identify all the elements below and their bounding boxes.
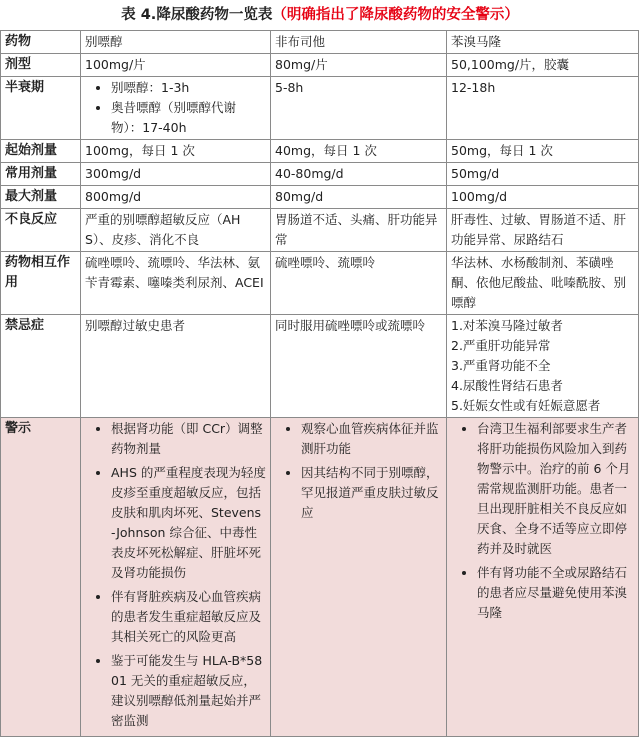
table-cell: 50mg/d [447, 163, 639, 186]
header-cell: 苯溴马隆 [447, 31, 639, 54]
list-item: • 别嘌醇：1-3h [111, 78, 266, 98]
list-item: 2.严重肝功能异常 [451, 338, 551, 353]
table-row-common-dose [1, 163, 639, 186]
table-cell [271, 418, 447, 737]
table-cell: 硫唑嘌呤、巯嘌呤 [271, 252, 447, 315]
table-cell: 50,100mg/片，胶囊 [447, 54, 639, 77]
list-item: 3.严重肾功能不全 [451, 358, 551, 373]
table-cell: 40-80mg/d [271, 163, 447, 186]
row-label: 起始剂量 [1, 140, 81, 163]
table-row-adverse [1, 209, 639, 252]
list-item: • AHS 的严重程度表现为轻度皮疹至重度超敏反应，包括皮肤和肌肉坏死、Stevens-Johnson 综合征、中毒性表皮坏死松解症、肝脏坏死及肾功能损伤 [111, 463, 266, 583]
table-cell: 40mg，每日 1 次 [271, 140, 447, 163]
list-item: • 伴有肾功能不全或尿路结石的患者应尽量避免使用苯溴马隆 [477, 563, 634, 623]
header-row [1, 31, 639, 54]
list-item: • 因其结构不同于别嘌醇，罕见报道严重皮肤过敏反应 [301, 463, 442, 523]
caption-highlight: （明确指出了降尿酸药物的安全警示） [272, 7, 519, 23]
table-cell: 800mg/d [81, 186, 271, 209]
row-label: 最大剂量 [1, 186, 81, 209]
table-cell: 华法林、水杨酸制剂、苯磺唑酮、依他尼酸盐、吡嗪酰胺、别嘌醇 [447, 252, 639, 315]
header-cell: 药物 [1, 31, 81, 54]
table-cell: 100mg，每日 1 次 [81, 140, 271, 163]
table-cell: 80mg/d [271, 186, 447, 209]
table-cell [81, 77, 271, 140]
list-item: 4.尿酸性肾结石患者 [451, 378, 563, 393]
row-label: 不良反应 [1, 209, 81, 252]
row-label: 剂型 [1, 54, 81, 77]
list-item: • 伴有肾脏疾病及心血管疾病的患者发生重症超敏反应及其相关死亡的风险更高 [111, 587, 266, 647]
table-row-contraindication [1, 315, 639, 418]
table-cell: 严重的别嘌醇超敏反应（AHS）、皮疹、消化不良 [81, 209, 271, 252]
table-cell: 同时服用硫唑嘌呤或巯嘌呤 [271, 315, 447, 418]
table-cell: 胃肠道不适、头痛、肝功能异常 [271, 209, 447, 252]
list-item: • 观察心血管疾病体征并监测肝功能 [301, 419, 442, 459]
header-cell: 非布司他 [271, 31, 447, 54]
row-label: 半衰期 [1, 77, 81, 140]
table-row-dosage-form [1, 54, 639, 77]
list-item: 5.妊娠女性或有妊娠意愿者 [451, 398, 601, 413]
header-cell: 别嘌醇 [81, 31, 271, 54]
table-cell [447, 315, 639, 418]
bullet-list [451, 419, 634, 623]
drug-table [0, 30, 639, 737]
list-item: • 台湾卫生福利部要求生产者将肝功能损伤风险加入到药物警示中。治疗的前 6 个月需常规监测肝功能。患者一旦出现肝脏相关不良反应如厌食、全身不适等应立即停药并及时就医 [477, 419, 634, 559]
table-row-max-dose [1, 186, 639, 209]
row-label: 药物相互作用 [1, 252, 81, 315]
list-item: • 鉴于可能发生与 HLA-B*5801 无关的重症超敏反应，建议别嘌醇低剂量起始并严密监测 [111, 651, 266, 731]
bullet-list [275, 419, 442, 523]
table-cell: 80mg/片 [271, 54, 447, 77]
table-caption [0, 0, 640, 28]
list-item: 1.对苯溴马隆过敏者 [451, 318, 563, 333]
table-row-interaction [1, 252, 639, 315]
row-label: 禁忌症 [1, 315, 81, 418]
table-cell: 别嘌醇过敏史患者 [81, 315, 271, 418]
table-row-warning [1, 418, 639, 737]
table-row-half-life [1, 77, 639, 140]
table-cell: 12-18h [447, 77, 639, 140]
row-label: 常用剂量 [1, 163, 81, 186]
table-cell: 300mg/d [81, 163, 271, 186]
table-cell: 5-8h [271, 77, 447, 140]
row-label: 警示 [1, 418, 81, 737]
list-item: • 奥昔嘌醇（别嘌醇代谢物）：17-40h [111, 98, 266, 138]
table-cell [447, 418, 639, 737]
table-cell: 100mg/片 [81, 54, 271, 77]
table-cell: 100mg/d [447, 186, 639, 209]
table-cell: 50mg，每日 1 次 [447, 140, 639, 163]
bullet-list [85, 78, 266, 138]
list-item: • 根据肾功能（即 CCr）调整药物剂量 [111, 419, 266, 459]
table-cell: 肝毒性、过敏、胃肠道不适、肝功能异常、尿路结石 [447, 209, 639, 252]
bullet-list [85, 419, 266, 731]
caption-main: 表 4.降尿酸药物一览表 [121, 7, 273, 23]
table-row-start-dose [1, 140, 639, 163]
table-cell [81, 418, 271, 737]
table-cell: 硫唑嘌呤、巯嘌呤、华法林、氨苄青霉素、噻嗪类利尿剂、ACEI [81, 252, 271, 315]
